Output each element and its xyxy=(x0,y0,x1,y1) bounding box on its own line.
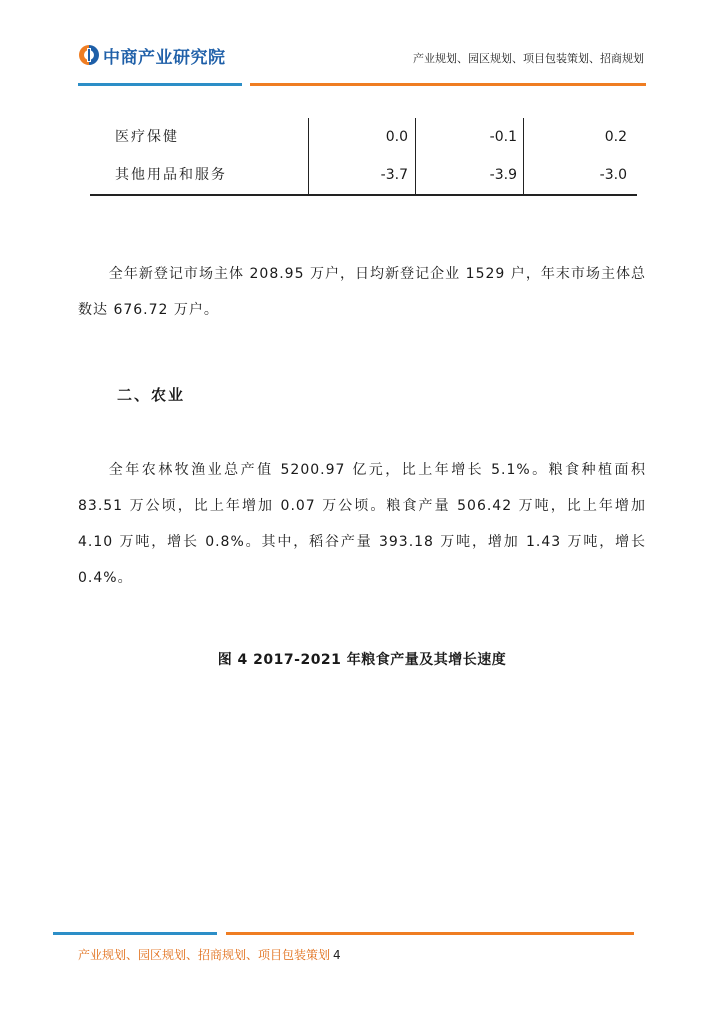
header-slogan: 产业规划、园区规划、项目包装策划、招商规划 xyxy=(413,52,644,65)
footer-slogan: 产业规划、园区规划、招商规划、项目包装策划 xyxy=(78,948,331,962)
row-value: -3.0 xyxy=(599,167,627,183)
row-value: -3.7 xyxy=(380,167,408,183)
row-label: 医疗保健 xyxy=(115,129,179,145)
logo-mark-icon xyxy=(78,44,100,66)
page-number: 4 xyxy=(333,948,341,962)
table-bottom-rule xyxy=(90,194,637,196)
company-logo xyxy=(78,44,226,66)
table-row xyxy=(90,118,637,156)
header-rule-orange xyxy=(250,83,646,86)
price-index-table xyxy=(90,118,637,194)
header-rule-blue xyxy=(78,83,242,86)
row-value: -3.9 xyxy=(489,167,517,183)
footer-rule-orange xyxy=(226,932,634,935)
footer-rule-blue xyxy=(53,932,217,935)
logo-text: 中商产业研究院 xyxy=(103,47,226,68)
table-row xyxy=(90,156,637,194)
figure-caption: 图 4 2017-2021 年粮食产量及其增长速度 xyxy=(217,652,507,668)
section-heading-agriculture: 二、农业 xyxy=(117,386,186,404)
footer xyxy=(78,946,341,963)
paragraph-market-entities: 全年新登记市场主体 208.95 万户，日均新登记企业 1529 户，年末市场主体总数达 676.72 万户。 xyxy=(78,266,646,318)
row-value: 0.2 xyxy=(604,129,627,145)
row-value: 0.0 xyxy=(385,129,408,145)
paragraph-agriculture: 全年农林牧渔业总产值 5200.97 亿元，比上年增长 5.1%。粮食种植面积 83.51 万公顷，比上年增加 0.07 万公顷。粮食产量 506.42 万吨，比上年增加 4.10 万吨，增长 0.8%。其中，稻谷产量 393.18 万吨，增加 1.43 万吨，增长 0.4%。 xyxy=(78,462,646,586)
row-value: -0.1 xyxy=(489,129,517,145)
row-label: 其他用品和服务 xyxy=(115,167,227,183)
